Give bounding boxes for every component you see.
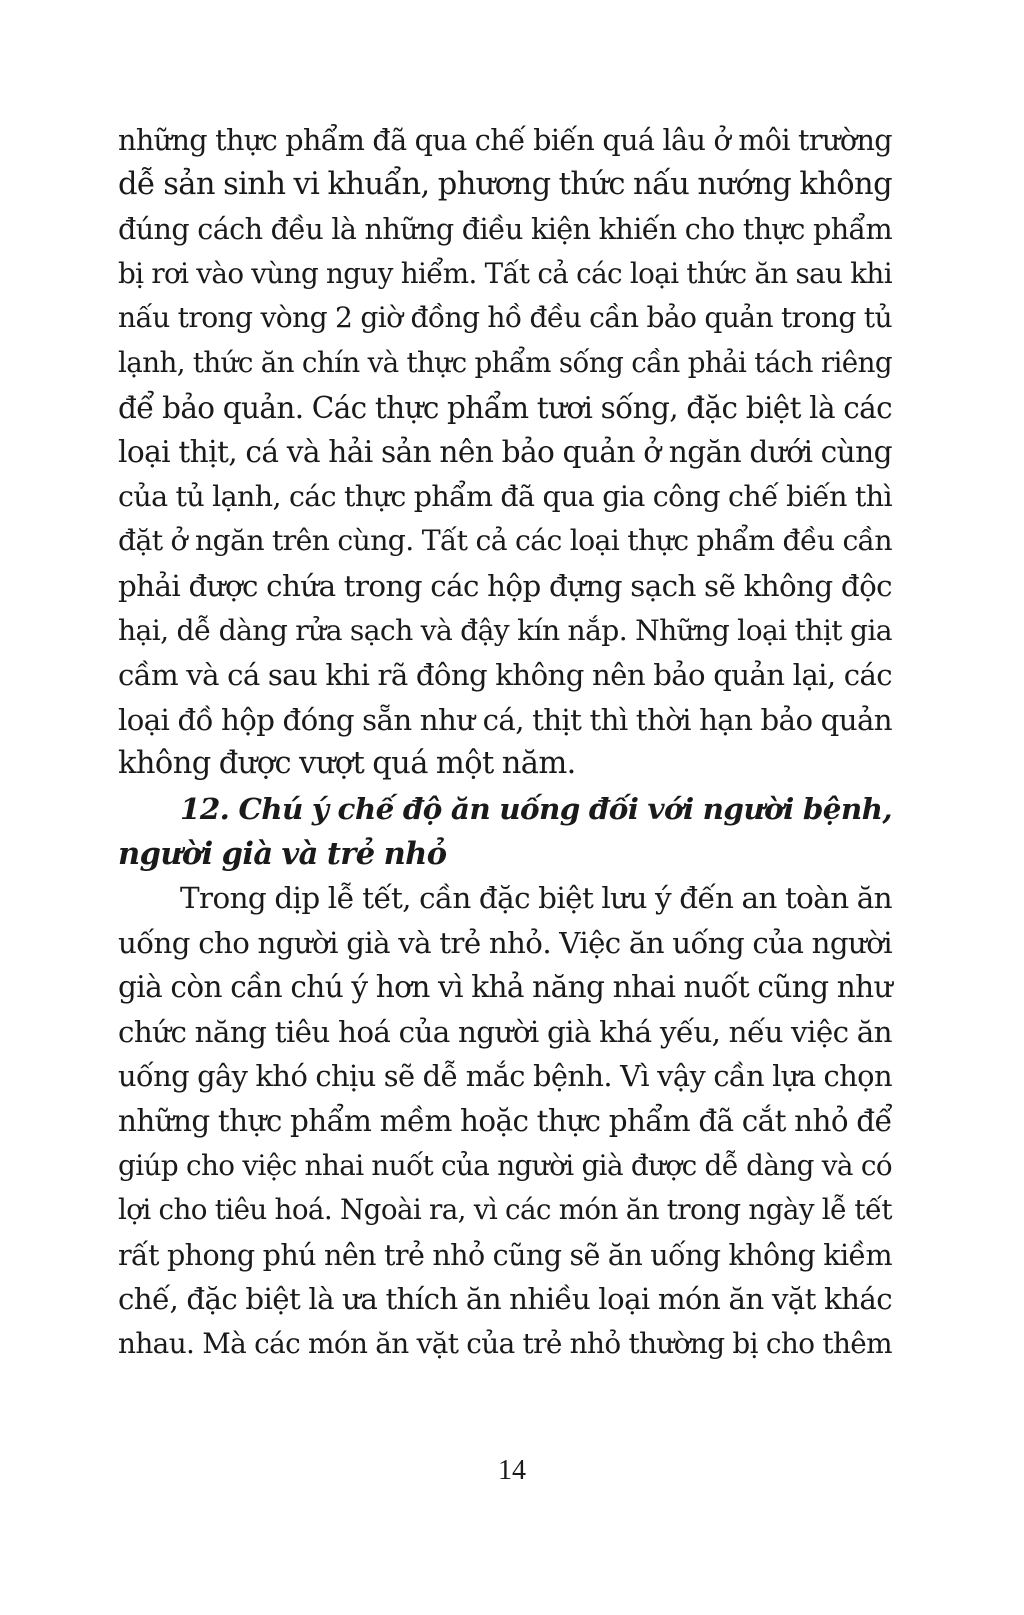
text-line: nhau. Mà các món ăn vặt của trẻ nhỏ thường bị cho thêm [118,1327,892,1361]
book-page [118,118,892,1367]
text-line: lợi cho tiêu hoá. Ngoài ra, vì các món ăn trong ngày lễ tết [118,1193,892,1227]
text-line: loại thịt, cá và hải sản nên bảo quản ở ngăn dưới cùng [118,434,892,470]
paragraph-elderly-children [118,876,892,1367]
section-heading [118,787,892,876]
paragraph-food-storage [118,118,892,787]
text-line: của tủ lạnh, các thực phẩm đã qua gia công chế biến thì [118,479,892,513]
text-line: bị rơi vào vùng nguy hiểm. Tất cả các loại thức ăn sau khi [118,256,892,290]
text-line: phải được chứa trong các hộp đựng sạch sẽ không độc [118,568,892,603]
text-line: lạnh, thức ăn chín và thực phẩm sống cần phải tách riêng [118,345,892,379]
text-line: giúp cho việc nhai nuốt của người già được dễ dàng và có [118,1148,892,1182]
text-line: uống cho người già và trẻ nhỏ. Việc ăn uống của người [118,925,892,960]
text-line: chế, đặc biệt là ưa thích ăn nhiều loại món ăn vặt khác [118,1282,892,1317]
text-line: dễ sản sinh vi khuẩn, phương thức nấu nướng không [118,166,892,202]
text-line: hại, dễ dàng rửa sạch và đậy kín nắp. Những loại thịt gia [118,613,892,647]
text-line: uống gây khó chịu sẽ dễ mắc bệnh. Vì vậy cần lựa chọn [118,1059,892,1094]
text-line: những thực phẩm đã qua chế biến quá lâu ở môi trường [118,123,892,157]
page-number: 14 [498,1455,526,1486]
heading-line: người già và trẻ nhỏ [118,835,447,872]
text-line: già còn cần chú ý hơn vì khả năng nhai nuốt cũng như [118,970,892,1005]
text-line: không được vượt quá một năm. [118,746,576,782]
text-line: Trong dịp lễ tết, cần đặc biệt lưu ý đến an toàn ăn [180,881,892,916]
text-line: đặt ở ngăn trên cùng. Tất cả các loại thực phẩm đều cần [118,524,892,558]
heading-line: 12. Chú ý chế độ ăn uống đối với người bệnh, [180,790,892,826]
text-line: đúng cách đều là những điều kiện khiến cho thực phẩm [118,212,892,247]
text-line: loại đồ hộp đóng sẵn như cá, thịt thì thời hạn bảo quản [118,702,892,737]
text-line: chức năng tiêu hoá của người già khá yếu, nếu việc ăn [118,1014,892,1049]
text-line: cầm và cá sau khi rã đông không nên bảo quản lại, các [118,658,892,693]
text-line: rất phong phú nên trẻ nhỏ cũng sẽ ăn uống không kiềm [118,1237,892,1272]
text-line: nấu trong vòng 2 giờ đồng hồ đều cần bảo quản trong tủ [118,301,892,335]
text-line: để bảo quản. Các thực phẩm tươi sống, đặc biệt là các [118,390,892,425]
text-line: những thực phẩm mềm hoặc thực phẩm đã cắt nhỏ để [118,1104,892,1139]
